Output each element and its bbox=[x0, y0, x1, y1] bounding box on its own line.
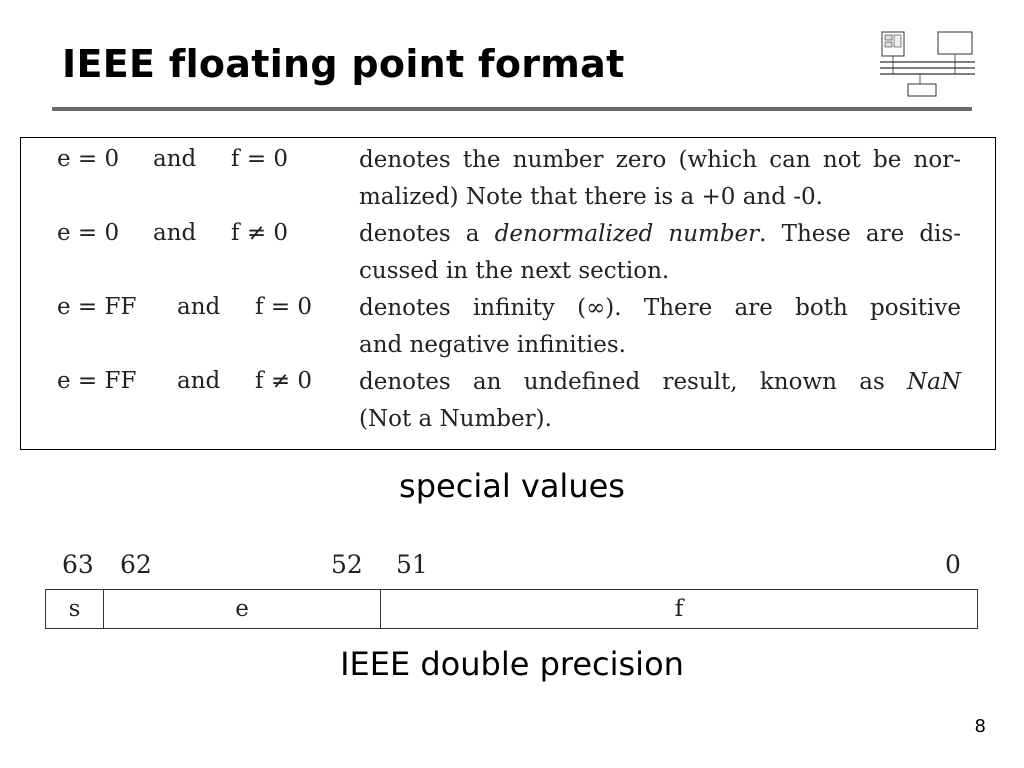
title-divider bbox=[52, 107, 972, 111]
fraction-field: f bbox=[380, 590, 977, 628]
slide-title: IEEE floating point format bbox=[62, 42, 625, 86]
description-line: (Not a Number). bbox=[359, 406, 552, 432]
bit-label: 63 bbox=[62, 550, 94, 579]
description-line: denotes an undefined result, known as NaN bbox=[359, 369, 961, 395]
and-label: and bbox=[177, 294, 221, 320]
description-line: cussed in the next section. bbox=[359, 258, 670, 284]
description-line: denotes infinity (∞). There are both positive bbox=[359, 295, 961, 321]
row-description bbox=[359, 216, 961, 290]
fraction-condition: f = 0 bbox=[255, 294, 313, 320]
sign-field: s bbox=[68, 596, 81, 622]
fraction-condition: f ≠ 0 bbox=[231, 220, 289, 246]
exponent-condition: e = FF bbox=[57, 294, 137, 320]
row-description bbox=[359, 290, 961, 364]
and-label: and bbox=[153, 220, 197, 246]
fraction-condition: f ≠ 0 bbox=[255, 368, 313, 394]
row-description bbox=[359, 142, 961, 216]
double-precision-format bbox=[45, 589, 978, 629]
exponent-condition: e = 0 bbox=[57, 220, 120, 246]
bit-label: 51 bbox=[396, 550, 428, 579]
exponent-field: e bbox=[103, 590, 380, 628]
double-precision-caption: IEEE double precision bbox=[340, 645, 684, 683]
fraction-condition: f = 0 bbox=[231, 146, 289, 172]
and-label: and bbox=[177, 368, 221, 394]
row-description bbox=[359, 364, 961, 438]
exponent-condition: e = FF bbox=[57, 368, 137, 394]
exponent-condition: e = 0 bbox=[57, 146, 120, 172]
computer-architecture-logo bbox=[880, 28, 975, 98]
bit-label: 62 bbox=[120, 550, 152, 579]
page-number: 8 bbox=[974, 716, 986, 737]
denormalized-number-term: denormalized number bbox=[494, 221, 760, 247]
and-label: and bbox=[153, 146, 197, 172]
bit-label: 0 bbox=[945, 550, 961, 579]
special-values-table bbox=[20, 137, 996, 450]
nan-term: NaN bbox=[907, 369, 961, 395]
description-line: denotes a denormalized number. These are dis- bbox=[359, 221, 961, 247]
bit-label: 52 bbox=[331, 550, 363, 579]
description-line: and negative infinities. bbox=[359, 332, 626, 358]
special-values-caption: special values bbox=[399, 467, 625, 505]
description-line: denotes the number zero (which can not be nor- bbox=[359, 147, 961, 173]
description-line: malized) Note that there is a +0 and -0. bbox=[359, 184, 823, 210]
